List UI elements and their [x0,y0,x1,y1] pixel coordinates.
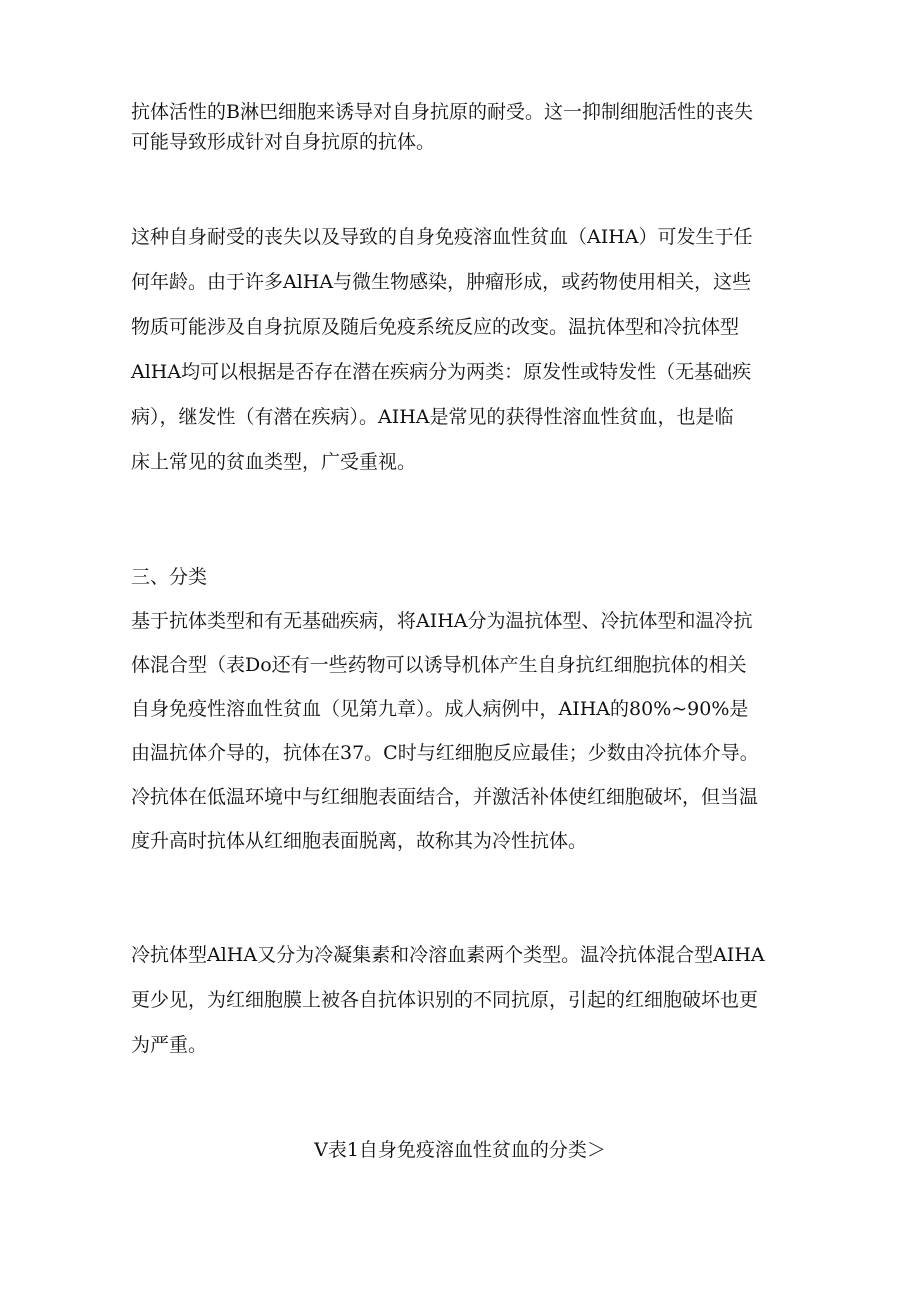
text-line: 为严重。 [131,1034,208,1056]
text-line: 何年龄。由于许多AlHA与微生物感染，肿瘤形成，或药物使用相关，这些 [131,271,752,293]
text-line: 冷抗体在低温环境中与红细胞表面结合，并激活补体使红细胞破坏，但当温 [131,786,759,808]
text-line: 由温抗体介导的，抗体在37。C时与红细胞反应最佳；少数由冷抗体介导。 [131,742,759,764]
text-line: 自身免疫性溶血性贫血（见第九章）。成人病例中，AIHA的80%~90%是 [131,698,749,720]
paragraph-2 [131,215,791,485]
text-line: 冷抗体型AlHA又分为冷凝集素和冷溶血素两个类型。温冷抗体混合型AIHA [131,944,765,966]
text-line: AlHA均可以根据是否存在潜在疾病分为两类：原发性或特发性（无基础疾 [131,361,752,383]
section-heading: 三、分类 [131,566,208,588]
text-line: 这种自身耐受的丧失以及导致的自身免疫溶血性贫血（AIHA）可发生于任 [131,226,753,248]
text-line: 床上常见的贫血类型，广受重视。 [131,451,417,473]
table-caption: V表1自身免疫溶血性贫血的分类＞ [314,1139,606,1161]
text-line: 抗体活性的B淋巴细胞来诱导对自身抗原的耐受。这一抑制细胞活性的丧失 [131,101,753,123]
text-line: 病），继发性（有潜在疾病）。AIHA是常见的获得性溶血性贫血，也是临 [131,406,734,428]
text-line: 基于抗体类型和有无基础疾病，将AIHA分为温抗体型、冷抗体型和温冷抗 [131,610,753,632]
text-line: 物质可能涉及自身抗原及随后免疫系统反应的改变。温抗体型和冷抗体型 [131,316,740,338]
text-line: 体混合型（表Do还有一些药物可以诱导机体产生自身抗红细胞抗体的相关 [131,654,747,676]
text-line: 更少见，为红细胞膜上被各自抗体识别的不同抗原，引起的红细胞破坏也更 [131,989,759,1011]
paragraph-4 [131,933,791,1068]
text-line: 度升高时抗体从红细胞表面脱离，故称其为冷性抗体。 [131,830,588,852]
paragraph-1 [131,97,791,157]
paragraph-3 [131,599,791,863]
text-line: 可能导致形成针对自身抗原的抗体。 [131,131,436,153]
